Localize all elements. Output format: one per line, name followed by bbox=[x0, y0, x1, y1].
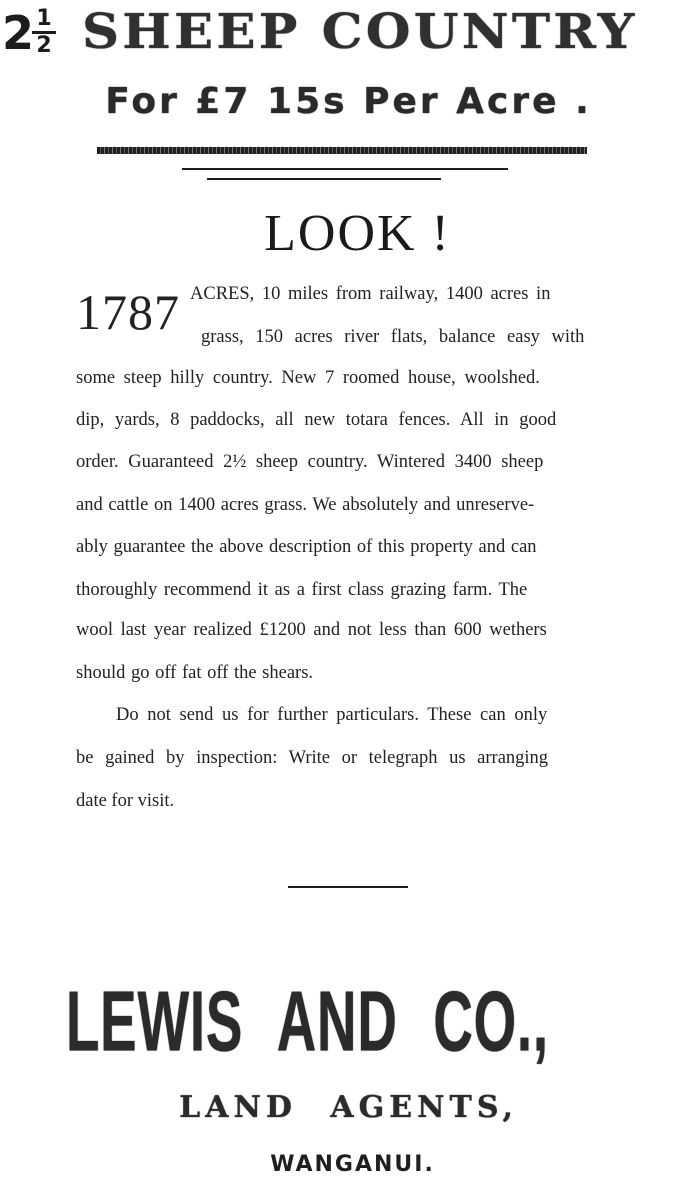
ornamental-rule bbox=[97, 147, 587, 154]
body-line: thoroughly recommend it as a first class grazing farm. The bbox=[76, 580, 528, 600]
body-line: should go off fat off the shears. bbox=[76, 663, 314, 683]
body-line: some steep hilly country. New 7 roomed house, woolshed. bbox=[76, 368, 540, 388]
closing-rule bbox=[288, 886, 408, 888]
body-line: ably guarantee the above description of this property and can bbox=[76, 537, 537, 557]
body-line: be gained by inspection: Write or telegraph us arranging bbox=[76, 748, 549, 768]
look-heading: LOOK ! bbox=[264, 205, 451, 262]
firm-role: LAND AGENTS, bbox=[179, 1090, 518, 1125]
headline bbox=[0, 2, 697, 62]
body-line: order. Guaranteed 2½ sheep country. Wintered 3400 sheep bbox=[76, 452, 544, 472]
firm-name: LEWIS AND CO., bbox=[66, 974, 549, 1070]
price-subhead: For £7 15s Per Acre . bbox=[105, 81, 592, 122]
divider-rule bbox=[182, 168, 508, 170]
body-line: Do not send us for further particulars. These can only bbox=[116, 705, 548, 725]
body-line: date for visit. bbox=[76, 791, 175, 811]
headline-fraction bbox=[32, 8, 56, 57]
headline-title: SHEEP COUNTRY bbox=[82, 4, 638, 60]
fraction-denominator: 2 bbox=[36, 33, 52, 58]
divider-rule-short bbox=[207, 178, 441, 180]
headline-number: 2 bbox=[2, 6, 35, 60]
body-line: wool last year realized £1200 and not less than 600 wethers bbox=[76, 620, 547, 640]
body-line: ACRES, 10 miles from railway, 1400 acres in bbox=[190, 284, 551, 304]
firm-town: WANGANUI. bbox=[270, 1152, 435, 1177]
acreage-figure: 1787 bbox=[76, 284, 180, 340]
body-line: and cattle on 1400 acres grass. We absolutely and unreserve- bbox=[76, 495, 535, 515]
body-line: grass, 150 acres river flats, balance easy with bbox=[201, 327, 585, 347]
fraction-numerator: 1 bbox=[32, 8, 56, 34]
body-line: dip, yards, 8 paddocks, all new totara fences. All in good bbox=[76, 410, 557, 430]
